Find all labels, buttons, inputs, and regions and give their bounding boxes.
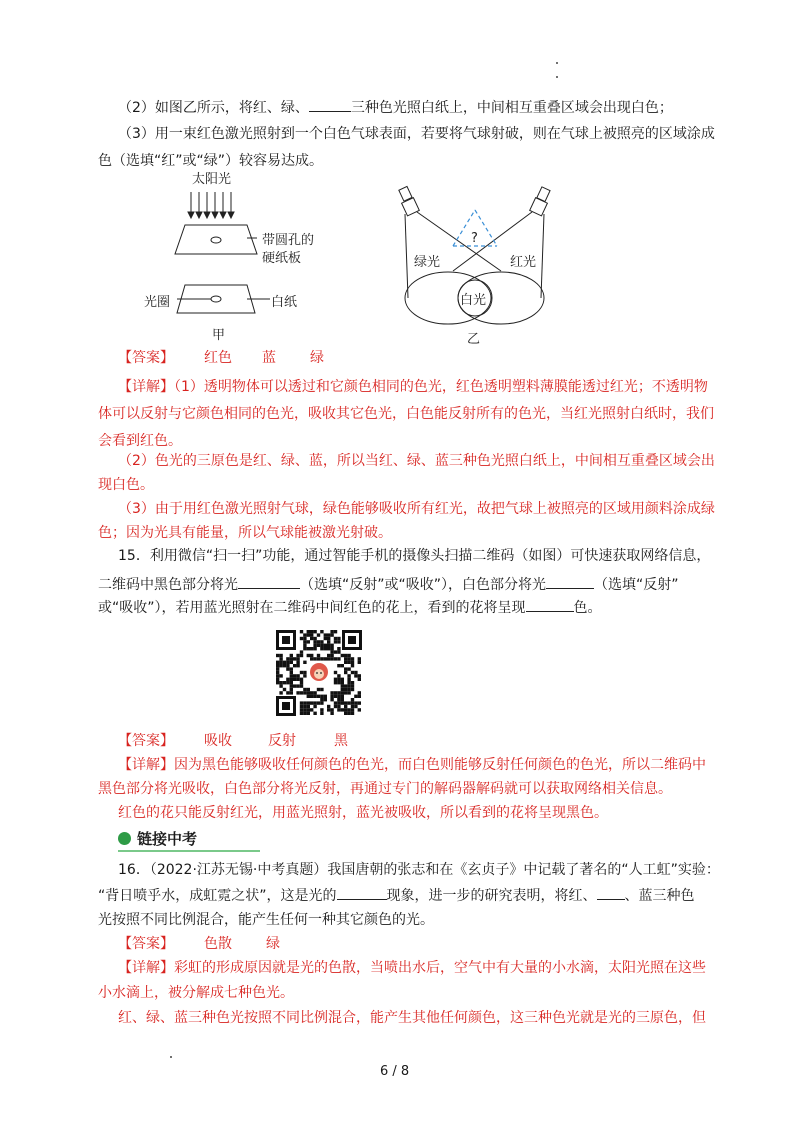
answer-value: 红色 bbox=[204, 350, 232, 366]
answer-blank bbox=[309, 97, 351, 112]
page-number: 6 / 8 bbox=[380, 1064, 410, 1079]
detail-14-line-7: 色；因为光具有能量，所以气球能被激光射破。 bbox=[98, 525, 392, 541]
detail-15-line-1: 【详解】因为黑色能够吸收任何颜色的色光，而白色则能够反射任何颜色的色光，所以二维码中 bbox=[118, 757, 706, 773]
card-label-1: 带圆孔的 bbox=[262, 233, 315, 248]
detail-14-line-4: （2）色光的三原色是红、绿、蓝，所以当红、绿、蓝三种色光照白纸上，中间相互重叠区域会出 bbox=[118, 453, 715, 469]
detail-14-line-6: （3）由于用红色激光照射气球，绿色能够吸收所有红光，故把气球上被照亮的区域用颜料涂成绿 bbox=[118, 501, 715, 517]
answer-value: 吸收 bbox=[204, 733, 232, 749]
sunlight-label: 太阳光 bbox=[192, 172, 232, 187]
green-light-label: 绿光 bbox=[414, 255, 441, 270]
answer-blank bbox=[546, 574, 594, 589]
qr-code-image bbox=[274, 628, 364, 718]
answer-15 bbox=[118, 731, 348, 751]
answer-blank bbox=[238, 574, 300, 589]
question-15-line-3: 或“吸收”），若用蓝光照射在二维码中间红色的花上，看到的花将呈现 色。 bbox=[98, 597, 602, 618]
section-underline bbox=[118, 850, 260, 852]
figure-yi-caption: 乙 bbox=[467, 332, 481, 347]
answer-14 bbox=[118, 348, 324, 368]
answer-tag: 【答案】 bbox=[118, 733, 174, 749]
detail-16-line-1: 【详解】彩虹的形成原因就是光的色散，当喷出水后，空气中有大量的小水滴，太阳光照在这些 bbox=[118, 960, 706, 976]
q2-text-pre: （2）如图乙所示，将红、绿、 bbox=[118, 100, 309, 116]
detail-14-line-5: 现白色。 bbox=[98, 477, 154, 493]
answer-value: 色散 bbox=[204, 936, 232, 952]
answer-value: 黑 bbox=[334, 733, 348, 749]
paper-label: 白纸 bbox=[271, 295, 298, 310]
question-15-line-2: 二维码中黑色部分将光 （选填“反射”或“吸收”），白色部分将光 （选填“反射” bbox=[98, 574, 679, 595]
detail-15-line-2: 黑色部分将光吸收，白色部分将光反射，再通过专门的解码器解码就可以获取网络相关信息。 bbox=[98, 781, 672, 797]
question-16-line-2: “背日喷乎水，成虹霓之状”，这是光的 现象，进一步的研究表明，将红、 、蓝三种色 bbox=[98, 885, 695, 906]
answer-blank bbox=[597, 885, 625, 900]
section-bullet-icon bbox=[118, 832, 131, 845]
question-14-part-2 bbox=[118, 97, 673, 118]
q2-text-post: 三种色光照白纸上，中间相互重叠区域会出现白色； bbox=[350, 100, 673, 116]
figure-jia-diagram bbox=[135, 170, 365, 340]
sunlight-arrows bbox=[188, 192, 234, 218]
detail-16-line-3: 红、绿、蓝三种色光按照不同比例混合，能产生其他任何颜色，这三种色光就是光的三原色，但 bbox=[118, 1010, 706, 1026]
answer-blank bbox=[526, 597, 574, 612]
figure-jia-caption: 甲 bbox=[212, 328, 226, 343]
margin-dot bbox=[170, 1056, 172, 1058]
red-beam-right bbox=[541, 214, 544, 298]
red-lamp bbox=[530, 187, 550, 216]
detail-16-line-2: 小水滴上，被分解成七种色光。 bbox=[98, 985, 294, 1001]
detail-tag: 【详解】 bbox=[118, 379, 174, 395]
red-light-label: 红光 bbox=[510, 255, 537, 270]
card-label-2: 硬纸板 bbox=[262, 251, 302, 266]
detail-14-line-3: 会看到红色。 bbox=[98, 433, 182, 449]
card-with-hole bbox=[175, 225, 257, 254]
answer-tag: 【答案】 bbox=[118, 350, 174, 366]
green-beam-left bbox=[405, 214, 408, 298]
green-lamp bbox=[399, 186, 419, 215]
question-14-part-3-line-2: 色（选填“红”或“绿”）较容易达成。 bbox=[98, 153, 324, 169]
answer-value: 绿 bbox=[266, 936, 280, 952]
question-mark-label: ? bbox=[471, 231, 478, 246]
section-heading: 链接中考 bbox=[118, 828, 197, 849]
margin-dot bbox=[556, 76, 558, 78]
detail-14-line-2: 体可以反射与它颜色相同的色光，吸收其它色光，白色能反射所有的色光，当红光照射白纸时，我们 bbox=[98, 406, 714, 422]
detail-15-line-3: 红色的花只能反射红光，用蓝光照射，蓝光被吸收，所以看到的花将呈现黑色。 bbox=[118, 805, 608, 821]
answer-tag: 【答案】 bbox=[118, 936, 174, 952]
answer-value: 绿 bbox=[310, 350, 324, 366]
margin-dot bbox=[556, 62, 558, 64]
question-16-line-1: 16．（2022·江苏无锡·中考真题）我国唐朝的张志和在《玄贞子》中记载了著名的“人工虹”实验： bbox=[118, 862, 720, 878]
white-light-label: 白光 bbox=[460, 293, 487, 308]
question-16-line-3: 光按照不同比例混合，能产生任何一种其它颜色的光。 bbox=[98, 912, 434, 928]
detail-14-line-1: 【详解】（1）透明物体可以透过和它颜色相同的色光，红色透明塑料薄膜能透过红光；不透明物 bbox=[118, 379, 708, 395]
answer-blank bbox=[337, 885, 387, 900]
answer-16 bbox=[118, 934, 280, 954]
light-halo bbox=[211, 296, 221, 302]
answer-value: 反射 bbox=[268, 733, 296, 749]
question-15-line-1: 15．利用微信“扫一扫”功能，通过智能手机的摄像头扫描二维码（如图）可快速获取网络信息， bbox=[118, 548, 711, 564]
answer-value: 蓝 bbox=[262, 350, 276, 366]
halo-label: 光圈 bbox=[144, 295, 171, 310]
card-hole bbox=[211, 237, 221, 243]
qr-center-flower bbox=[308, 662, 330, 684]
question-14-part-3-line-1: （3）用一束红色激光照射到一个白色气球表面，若要将气球射破，则在气球上被照亮的区域涂成 bbox=[118, 126, 715, 142]
detail-tag: 【详解】 bbox=[118, 960, 174, 976]
detail-tag: 【详解】 bbox=[118, 757, 174, 773]
